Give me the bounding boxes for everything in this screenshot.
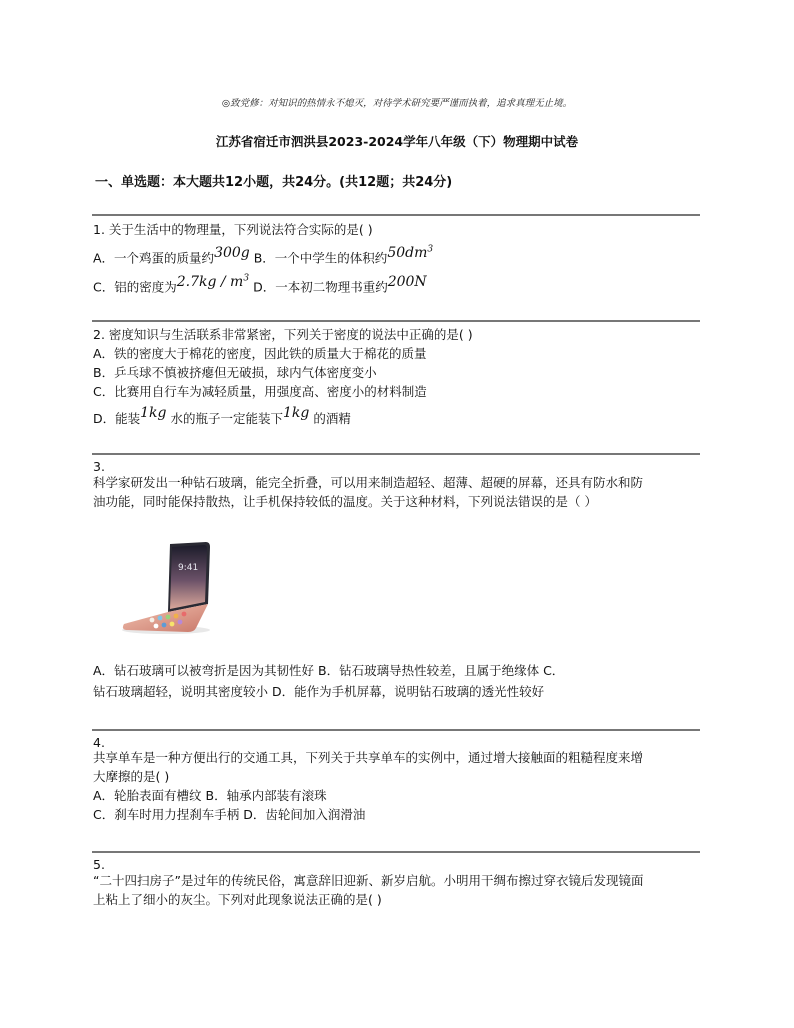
q2-option-b: B．乒乓球不慎被挤瘪但无破损，球内气体密度变小 [93, 365, 377, 380]
q5-number: 5. [93, 857, 105, 872]
q1-options-cd [93, 273, 427, 296]
q1-option-d-math: 200N [387, 273, 427, 290]
q1-option-a-math: 300g [214, 244, 250, 261]
q1-options-ab [93, 244, 434, 267]
divider-q3 [92, 453, 700, 455]
q4-options-line1: A．轮胎表面有槽纹 B．轴承内部装有滚珠 [93, 788, 327, 803]
q3-stem-line1: 科学家研发出一种钻石玻璃，能完全折叠，可以用来制造超轻、超薄、超硬的屏幕，还具有防水和防 [93, 475, 644, 490]
q1-option-b-math [387, 245, 433, 261]
q1-option-b-value: 50dm [387, 244, 428, 261]
header-motto: ◎致党修：对知识的热情永不熄灭，对待学术研究要严谨而执着，追求真理无止境。 [221, 98, 573, 109]
q1-option-a-text: A．一个鸡蛋的质量约 [93, 250, 215, 266]
q2-stem: 2. 密度知识与生活联系非常紧密，下列关于密度的说法中正确的是( ) [93, 327, 473, 342]
q4-options-line2: C．刹车时用力捏刹车手柄 D．齿轮间加入润滑油 [93, 807, 366, 822]
q1-option-b-text: B．一个中学生的体积约 [253, 250, 388, 266]
q3-options-line1: A．钻石玻璃可以被弯折是因为其韧性好 B．钻石玻璃导热性较差，且属于绝缘体 C． [93, 663, 565, 678]
divider-q2 [92, 320, 700, 322]
q3-number: 3. [93, 459, 105, 474]
q2-option-d-math1: 1kg [140, 405, 167, 421]
q2-option-d [93, 405, 351, 427]
q4-stem-line1: 共享单车是一种方便出行的交通工具，下列关于共享单车的实例中，通过增大接触面的粗糙程度来增 [93, 750, 644, 765]
section-heading: 一、单选题：本大题共12小题，共24分。(共12题；共24分) [95, 175, 453, 190]
q5-stem-line2: 上粘上了细小的灰尘。下列对此现象说法正确的是( ) [93, 892, 382, 907]
q2-option-c: C．比赛用自行车为减轻质量，用强度高、密度小的材料制造 [93, 384, 427, 399]
q1-option-c-exponent: 3 [243, 273, 250, 283]
q1-option-c-text: C．铝的密度为 [93, 279, 177, 295]
q1-option-d-text: D．一本初二物理书重约 [253, 279, 388, 295]
q2-option-d-math2: 1kg [283, 405, 310, 421]
q4-stem-line2: 大摩擦的是( ) [93, 769, 170, 784]
q3-options-line2: 钻石玻璃超轻，说明其密度较小 D．能作为手机屏幕，说明钻石玻璃的透光性较好 [93, 684, 545, 699]
q2-option-d-mid: 水的瓶子一定能装下 [170, 411, 283, 426]
q1-option-c-math [177, 274, 249, 290]
q2-option-a: A．铁的密度大于棉花的密度，因此铁的质量大于棉花的质量 [93, 346, 427, 361]
divider-q4 [92, 729, 700, 731]
q1-option-b-exponent: 3 [427, 244, 434, 254]
q5-stem-line1: “二十四扫房子”是过年的传统民俗，寓意辞旧迎新、新岁启航。小明用干绸布擦过穿衣镜后发现镜面 [93, 873, 644, 888]
phone-time: 9:41 [178, 563, 199, 573]
foldable-phone-image [118, 540, 218, 636]
q2-option-d-post: 的酒精 [313, 411, 351, 426]
q3-stem-line2: 油功能，同时能保持散热，让手机保持较低的温度。关于这种材料，下列说法错误的是（ ） [93, 494, 597, 509]
divider-q5 [92, 851, 700, 853]
q4-number: 4. [93, 735, 105, 750]
exam-title: 江苏省宿迁市泗洪县2023-2024学年八年级（下）物理期中试卷 [215, 134, 579, 149]
divider-q1 [92, 214, 700, 216]
q2-option-d-pre: D．能装 [93, 411, 141, 426]
q1-option-c-value: 2.7kg / m [176, 273, 244, 290]
q1-stem: 1. 关于生活中的物理量，下列说法符合实际的是( ) [93, 222, 373, 237]
